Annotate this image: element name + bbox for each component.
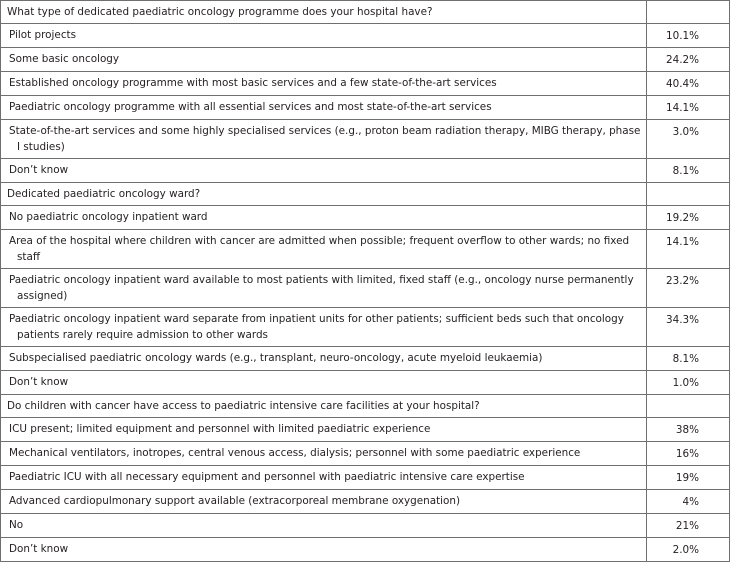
option-label: Mechanical ventilators, inotropes, central venous access, dialysis; personnel with some paediatric experience (1, 442, 647, 466)
question-text: What type of dedicated paediatric oncology programme does your hospital have? (1, 1, 647, 24)
table-row (1, 159, 730, 183)
table-row (1, 308, 730, 347)
empty-cell (647, 183, 730, 206)
table-row (1, 48, 730, 72)
question-row (1, 183, 730, 206)
option-label: Advanced cardiopulmonary support available (extracorporeal membrane oxygenation) (1, 490, 647, 514)
table-row (1, 269, 730, 308)
table-row (1, 206, 730, 230)
table-row (1, 347, 730, 371)
table-row (1, 418, 730, 442)
option-label: Subspecialised paediatric oncology wards (e.g., transplant, neuro-oncology, acute myeloid leukaemia) (1, 347, 647, 371)
table-row (1, 120, 730, 159)
table-row (1, 371, 730, 395)
option-value: 21% (647, 514, 730, 538)
empty-cell (647, 395, 730, 418)
option-value: 34.3% (647, 308, 730, 347)
option-value: 8.1% (647, 159, 730, 183)
option-value: 3.0% (647, 120, 730, 159)
option-value: 19% (647, 466, 730, 490)
option-label: Paediatric oncology inpatient ward available to most patients with limited, fixed staff (e.g., oncology nurse permanently assigned) (1, 269, 647, 308)
option-value: 23.2% (647, 269, 730, 308)
option-label: ICU present; limited equipment and personnel with limited paediatric experience (1, 418, 647, 442)
option-value: 10.1% (647, 24, 730, 48)
option-label: Established oncology programme with most basic services and a few state-of-the-art services (1, 72, 647, 96)
option-label: Pilot projects (1, 24, 647, 48)
option-label: Don’t know (1, 371, 647, 395)
option-value: 14.1% (647, 96, 730, 120)
option-value: 40.4% (647, 72, 730, 96)
option-value: 4% (647, 490, 730, 514)
table-row (1, 514, 730, 538)
option-label: Some basic oncology (1, 48, 647, 72)
table-row (1, 96, 730, 120)
question-text: Dedicated paediatric oncology ward? (1, 183, 647, 206)
option-label: Paediatric oncology inpatient ward separate from inpatient units for other patients; sufficient beds such that oncology patients rarely require admission to other wards (1, 308, 647, 347)
question-text: Do children with cancer have access to paediatric intensive care facilities at your hospital? (1, 395, 647, 418)
option-label: Don’t know (1, 538, 647, 562)
table-row (1, 538, 730, 562)
table-row (1, 490, 730, 514)
option-value: 1.0% (647, 371, 730, 395)
question-row (1, 1, 730, 24)
option-label: Paediatric ICU with all necessary equipment and personnel with paediatric intensive care expertise (1, 466, 647, 490)
option-value: 24.2% (647, 48, 730, 72)
option-label: Paediatric oncology programme with all essential services and most state-of-the-art services (1, 96, 647, 120)
option-value: 38% (647, 418, 730, 442)
table-row (1, 442, 730, 466)
option-label: State-of-the-art services and some highly specialised services (e.g., proton beam radiation therapy, MIBG therapy, phase I studies) (1, 120, 647, 159)
option-label: No paediatric oncology inpatient ward (1, 206, 647, 230)
empty-cell (647, 1, 730, 24)
table-row (1, 466, 730, 490)
option-label: Area of the hospital where children with cancer are admitted when possible; frequent overflow to other wards; no fixed staff (1, 230, 647, 269)
table-row (1, 24, 730, 48)
option-value: 8.1% (647, 347, 730, 371)
option-label: Don’t know (1, 159, 647, 183)
option-value: 19.2% (647, 206, 730, 230)
option-label: No (1, 514, 647, 538)
option-value: 16% (647, 442, 730, 466)
table-row (1, 230, 730, 269)
table-row (1, 72, 730, 96)
option-value: 2.0% (647, 538, 730, 562)
question-row (1, 395, 730, 418)
option-value: 14.1% (647, 230, 730, 269)
